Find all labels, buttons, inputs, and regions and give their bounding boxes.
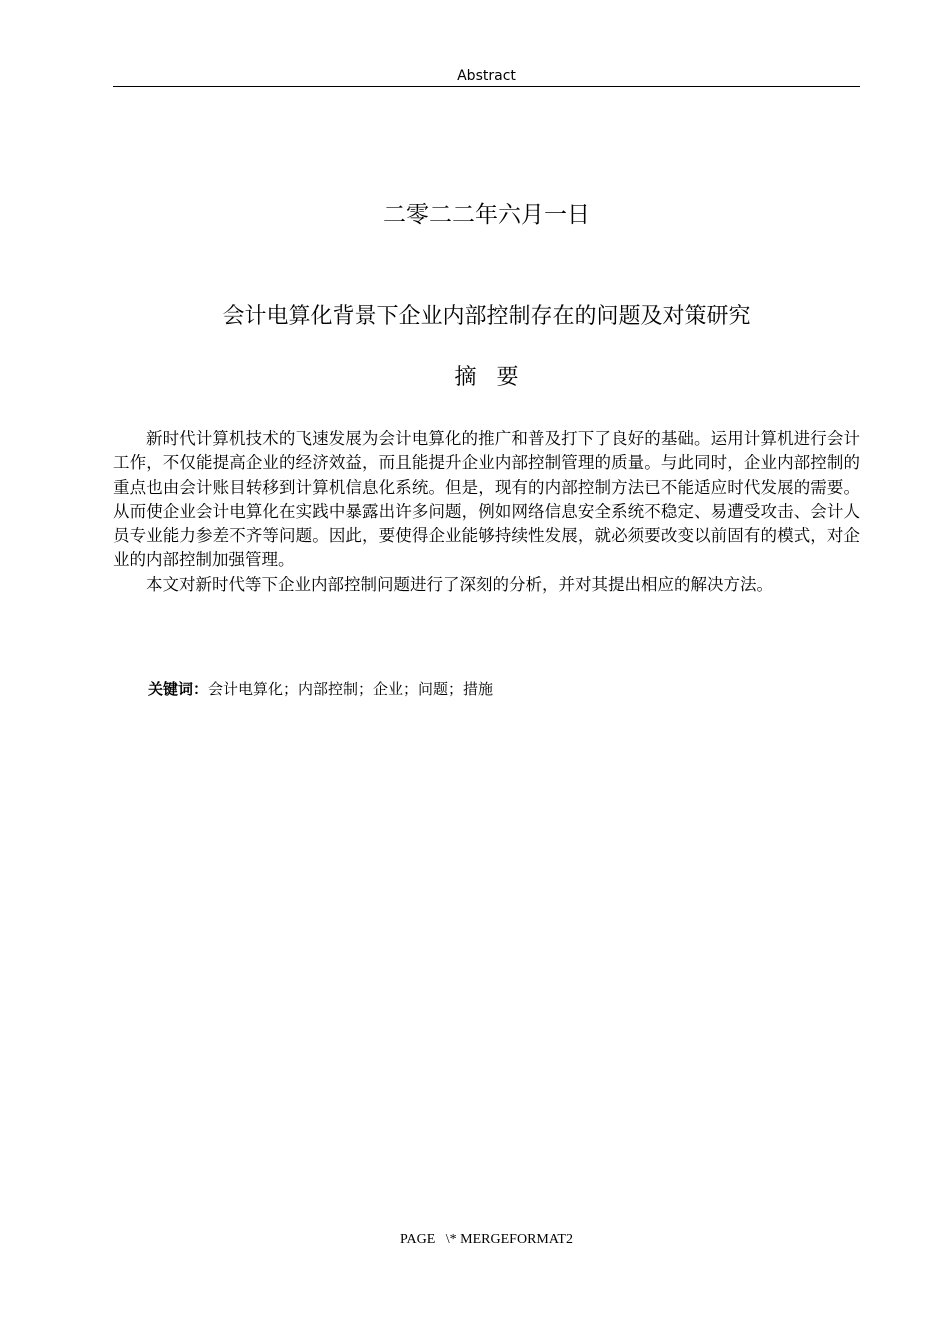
header-text: Abstract	[457, 68, 516, 84]
abstract-body	[113, 427, 860, 597]
keywords-line	[148, 677, 848, 701]
abstract-heading: 摘要	[454, 365, 539, 390]
abstract-paragraph-1: 新时代计算机技术的飞速发展为会计电算化的推广和普及打下了良好的基础。运用计算机进行会计工作，不仅能提高企业的经济效益，而且能提升企业内部控制管理的质量。与此同时，企业内部控制的重点也由会计账目转移到计算机信息化系统。但是，现有的内部控制方法已不能适应时代发展的需要。从而使企业会计电算化在实践中暴露出许多问题，例如网络信息安全系统不稳定、易遭受攻击、会计人员专业能力参差不齐等问题。因此，要使得企业能够持续性发展，就必须要改变以前固有的模式，对企业的内部控制加强管理。	[113, 429, 860, 570]
page-footer: PAGE \* MERGEFORMAT2	[400, 1232, 573, 1247]
keywords-label: 关键词：	[148, 680, 209, 698]
document-title: 会计电算化背景下企业内部控制存在的问题及对策研究	[222, 304, 751, 329]
abstract-paragraph-2: 本文对新时代等下企业内部控制问题进行了深刻的分析，并对其提出相应的解决方法。	[146, 574, 773, 594]
document-date: 二零二二年六月一日	[383, 202, 590, 228]
page-header	[113, 66, 860, 87]
keywords-value: 会计电算化；内部控制；企业；问题；措施	[208, 680, 494, 698]
